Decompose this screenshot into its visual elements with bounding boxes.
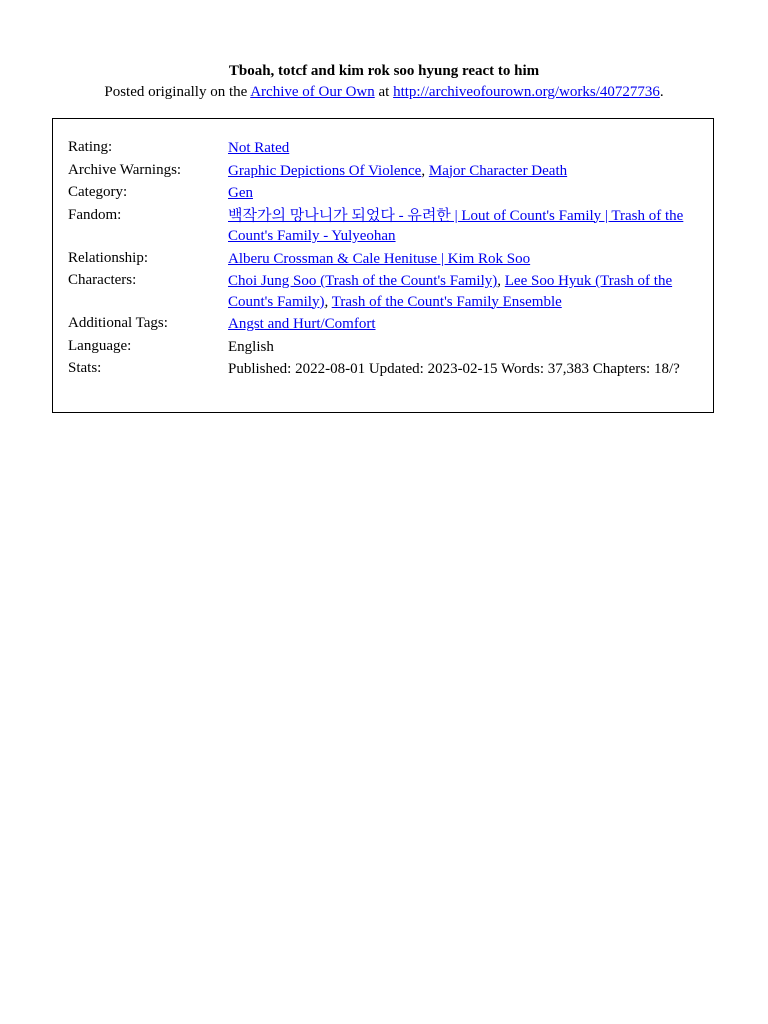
language-value: English — [228, 338, 274, 355]
relationship-label: Relationship: — [68, 249, 148, 266]
relationship-link[interactable]: Alberu Crossman & Cale Henituse | Kim Rok Soo — [228, 250, 531, 267]
work-url-link[interactable]: http://archiveofourown.org/works/40727736 — [393, 84, 660, 100]
fandom-link[interactable]: 백작가의 망나니가 되었다 - 유려한 | Lout of Count's Family | Trash of the Count's Family - Yulyeohan — [228, 207, 684, 244]
stats-value: Published: 2022-08-01 Updated: 2023-02-15 Words: 37,383 Chapters: 18/? — [228, 361, 680, 377]
characters-value: Choi Jung Soo (Trash of the Count's Family), Lee Soo Hyuk (Trash of the Count's Family), Trash of the Count's Family Ensemble — [228, 273, 673, 310]
archive-link[interactable]: Archive of Our Own — [250, 84, 375, 100]
additional-tags-row — [68, 314, 708, 337]
warnings-label: Archive Warnings: — [68, 161, 182, 178]
relationship-value — [228, 249, 708, 272]
fandom-label: Fandom: — [68, 206, 122, 223]
posted-at: at — [374, 84, 394, 100]
stats-label: Stats: — [68, 360, 102, 376]
category-value — [228, 183, 708, 206]
character-link[interactable]: Choi Jung Soo (Trash of the Count's Family) — [228, 273, 498, 289]
additional-tag-link[interactable]: Angst and Hurt/Comfort — [228, 316, 376, 332]
warnings-value: Graphic Depictions Of Violence, Major Character Death — [228, 162, 568, 179]
fandom-row — [68, 206, 708, 249]
warning-link[interactable]: Graphic Depictions Of Violence — [228, 162, 422, 179]
work-metadata-box — [52, 118, 714, 413]
work-header — [0, 62, 768, 102]
characters-label: Characters: — [68, 272, 137, 288]
characters-row — [68, 271, 708, 314]
fandom-value — [228, 206, 708, 249]
rating-link[interactable]: Not Rated — [228, 140, 290, 156]
warnings-row — [68, 161, 708, 184]
work-title: Tboah, totcf and kim rok soo hyung react to him — [228, 63, 540, 79]
language-label: Language: — [68, 337, 132, 354]
posted-line — [0, 82, 768, 102]
category-link[interactable]: Gen — [228, 185, 253, 201]
additional-tags-value — [228, 314, 708, 337]
warning-link[interactable]: Major Character Death — [428, 162, 568, 179]
rating-label: Rating: — [68, 139, 113, 155]
rating-value — [228, 138, 708, 161]
relationship-row — [68, 249, 708, 272]
additional-tags-label: Additional Tags: — [68, 315, 168, 331]
posted-suffix: . — [659, 84, 664, 100]
posted-prefix: Posted originally on the — [104, 84, 251, 100]
category-label: Category: — [68, 184, 128, 200]
character-link[interactable]: Trash of the Count's Family Ensemble — [331, 293, 562, 310]
language-row — [68, 337, 708, 360]
character-link[interactable]: Lee Soo Hyuk (Trash of the Count's Family) — [228, 273, 673, 310]
metadata-table — [68, 138, 708, 382]
category-row — [68, 183, 708, 206]
stats-row — [68, 359, 708, 382]
rating-row — [68, 138, 708, 161]
